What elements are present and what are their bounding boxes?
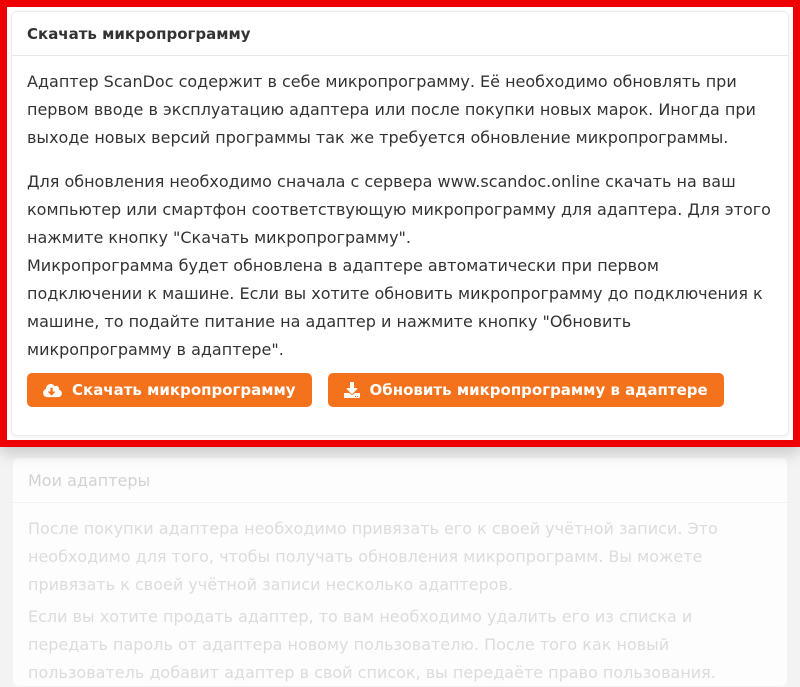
- firmware-card-title: Скачать микропрограмму: [12, 12, 788, 56]
- update-firmware-button-label: Обновить микропрограмму в адаптере: [369, 381, 708, 399]
- download-firmware-button[interactable]: [27, 373, 312, 407]
- firmware-buttons-row: [12, 364, 788, 423]
- tour-overlay-dimmed-area: [0, 447, 800, 682]
- cloud-download-icon: [43, 383, 62, 398]
- firmware-paragraph-3: Микропрограмма будет обновлена в адаптере автоматически при первом подключении к машине. Если вы хотите обновить микропрограмму до подключения к машине, то подайте питание на адаптер и нажмите кнопку "Обновить микропрограмму в адаптере".: [27, 256, 763, 359]
- download-icon: [344, 382, 360, 398]
- firmware-card-body: [12, 56, 788, 364]
- firmware-card: [11, 11, 789, 436]
- my-adapters-card-body: [13, 503, 787, 687]
- adapters-paragraph-1: После покупки адаптера необходимо привязать его к своей учётной записи. Это необходимо для того, чтобы получать обновления микропрограмм. Вы можете привязать к своей учётной записи несколько адаптеров.: [28, 519, 718, 594]
- download-firmware-button-label: Скачать микропрограмму: [72, 381, 296, 399]
- my-adapters-card: [12, 457, 788, 687]
- my-adapters-card-title: Мои адаптеры: [13, 458, 787, 503]
- adapters-paragraph-2: Если вы хотите продать адаптер, то вам необходимо удалить его из списка и передать пароль от адаптера новому пользователю. После того как новый пользователь добавит адаптер в свой список, вы передаёте право пользования.: [28, 607, 716, 682]
- firmware-paragraph-2: Для обновления необходимо сначала с сервера www.scandoc.online скачать на ваш компьютер или смартфон соответствующую микропрограмму для адаптера. Для этого нажмите кнопку "Скачать микропрограмму".: [27, 172, 771, 247]
- firmware-paragraph-1: Адаптер ScanDoc содержит в себе микропрограмму. Её необходимо обновлять при первом вводе в эксплуатацию адаптера или после покупки новых марок. Иногда при выходе новых версий программы так же требуется обновление микропрограммы.: [27, 72, 756, 147]
- update-firmware-in-adapter-button[interactable]: [328, 373, 724, 407]
